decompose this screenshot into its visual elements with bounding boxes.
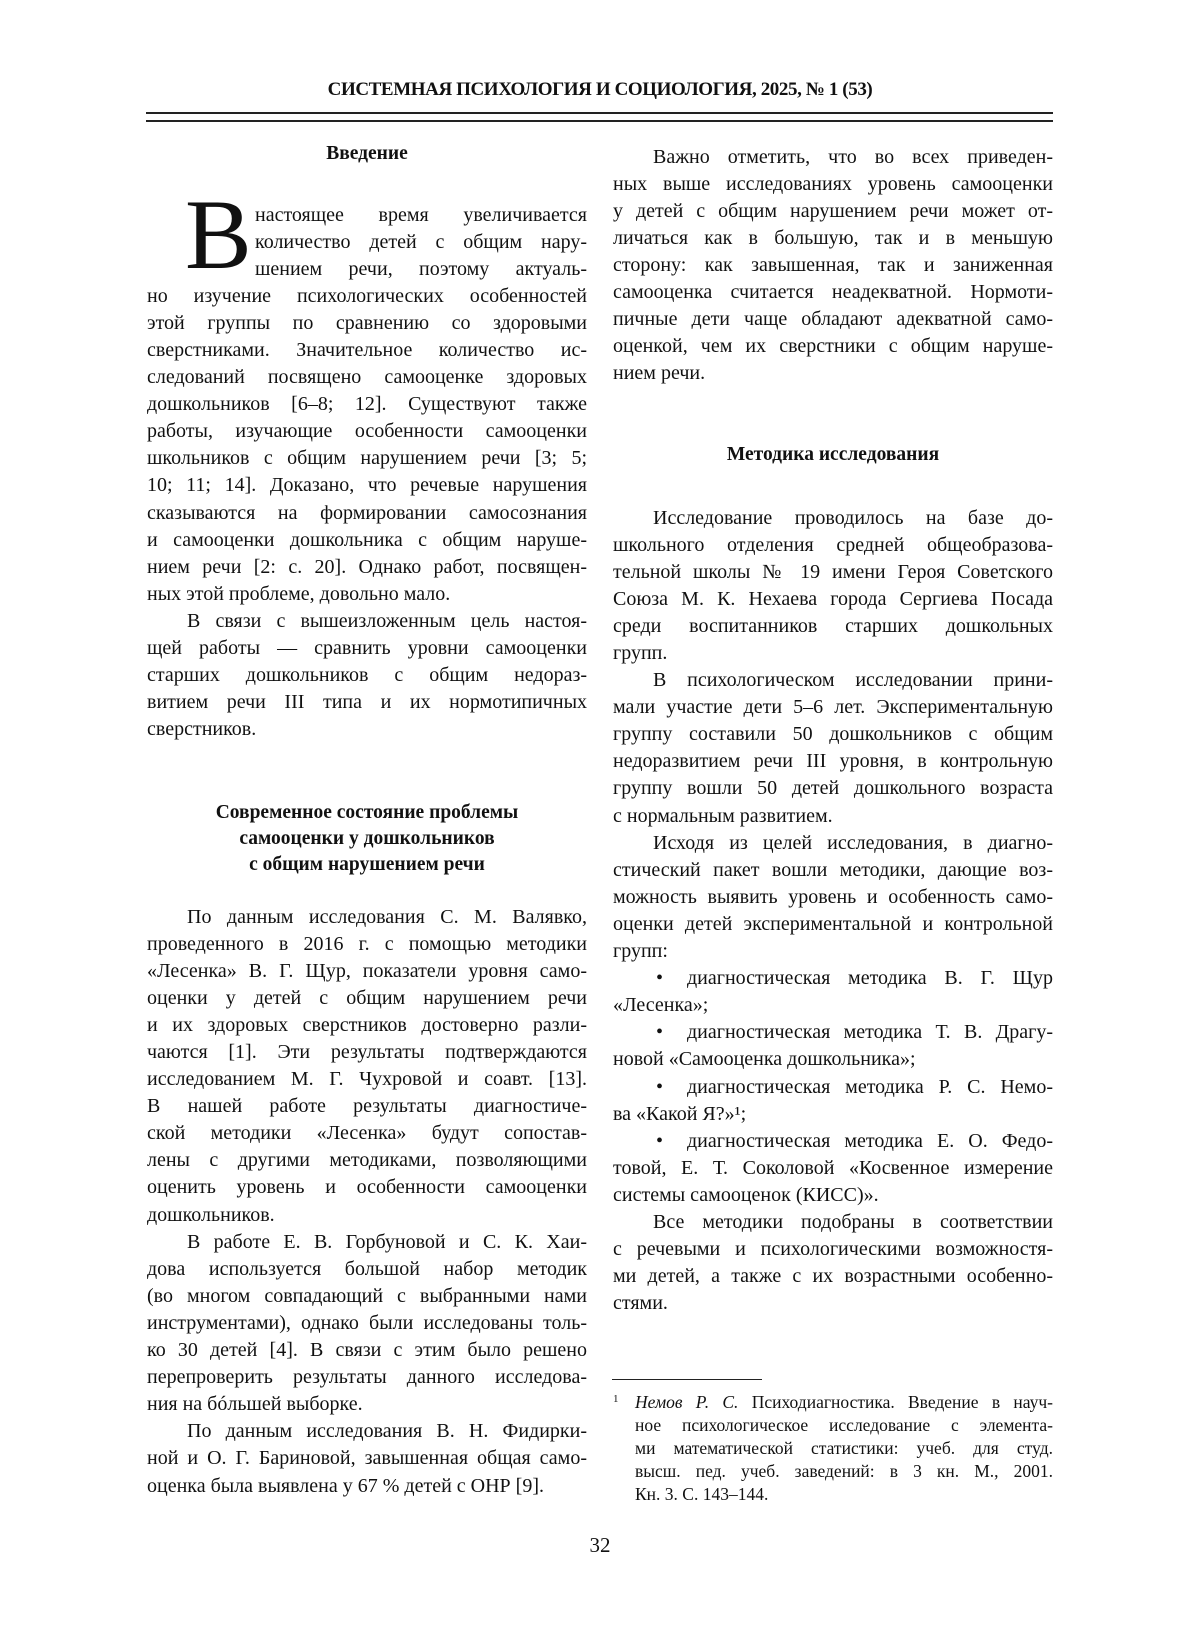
text-line: дова используется большой набор методик	[147, 1256, 587, 1283]
text-line: «Лесенка» В. Г. Щур, показатели уровня само-	[147, 958, 587, 985]
text-line: инструментами), однако были исследованы толь-	[147, 1310, 587, 1337]
heading-line: Введение	[147, 141, 587, 167]
bullet-icon: •	[656, 1074, 663, 1101]
paragraph	[147, 1229, 587, 1419]
bullet-item	[613, 965, 1053, 1019]
text-line: школьников с общим нарушением речи [3; 5;	[147, 445, 587, 472]
text-line: ской методики «Лесенка» будут сопостав-	[147, 1120, 587, 1147]
footnote-separator	[612, 1379, 762, 1380]
text-line: групп:	[613, 938, 1053, 965]
text-line: 10; 11; 14]. Доказано, что речевые нарушения	[147, 472, 587, 499]
bullet-icon: •	[656, 1128, 663, 1155]
paragraph	[613, 1209, 1053, 1317]
text-line: диагностическая методика Е. О. Федо-	[613, 1128, 1053, 1155]
text-line: оценкой, чем их сверстники с общим наруше-	[613, 333, 1053, 360]
text-line: В работе Е. В. Горбуновой и С. К. Хаи-	[147, 1229, 587, 1256]
text-line: По данным исследования В. Н. Фидирки-	[147, 1418, 587, 1445]
footnote	[613, 1391, 1053, 1506]
text-line: товой, Е. Т. Соколовой «Косвенное измерение	[613, 1155, 1053, 1182]
text-line: ных этой проблеме, довольно мало.	[147, 581, 587, 608]
text-line: оценка была выявлена у 67 % детей с ОНР [9].	[147, 1473, 587, 1500]
text-line: В нашей работе результаты диагностиче-	[147, 1093, 587, 1120]
text-line: этой группы по сравнению со здоровыми	[147, 310, 587, 337]
text-line: системы самооценок (КИСС)».	[613, 1182, 1053, 1209]
text-line: старших дошкольников с общим недораз-	[147, 662, 587, 689]
text-line: ной и О. Г. Бариновой, завышенная общая само-	[147, 1445, 587, 1472]
text-line: нием речи [2: с. 20]. Однако работ, посвящен-	[147, 554, 587, 581]
text-line: но изучение психологических особенностей	[147, 283, 587, 310]
section-heading	[613, 442, 1053, 468]
text-line: сверстников.	[147, 716, 587, 743]
text-line: ва «Какой Я?»¹;	[613, 1101, 1053, 1128]
text-line: дошкольников.	[147, 1202, 587, 1229]
text-line: Исходя из целей исследования, в диагно-	[613, 830, 1053, 857]
paragraph	[613, 144, 1053, 388]
text-line: чаются [1]. Эти результаты подтверждаются	[147, 1039, 587, 1066]
page-number: 32	[0, 1531, 1200, 1559]
paragraph	[613, 667, 1053, 830]
text-line: Союза М. К. Нехаева города Сергиева Посада	[613, 586, 1053, 613]
text-line: тельной школы № 19 имени Героя Советского	[613, 559, 1053, 586]
text-line: По данным исследования С. М. Валявко,	[147, 904, 587, 931]
text-line: оценить уровень и особенности самооценки	[147, 1174, 587, 1201]
text-line: проведенного в 2016 г. с помощью методики	[147, 931, 587, 958]
paragraph	[613, 830, 1053, 965]
text-line: самооценка считается неадекватной. Нормоти-	[613, 279, 1053, 306]
text-line: группу вошли 50 детей дошкольного возраста	[613, 775, 1053, 802]
text-line: стический пакет вошли методики, дающие воз-	[613, 857, 1053, 884]
text-line: у детей с общим нарушением речи может от-	[613, 198, 1053, 225]
text-line: группу составили 50 дошкольников с общим	[613, 721, 1053, 748]
text-line: пичные дети чаще обладают адекватной само-	[613, 306, 1053, 333]
paragraph	[147, 904, 587, 1229]
text-line: настоящее время увеличивается	[147, 202, 587, 229]
bullet-icon: •	[656, 1019, 663, 1046]
text-line: сказываются на формировании самосознания	[147, 500, 587, 527]
footnote-line: ное психологическое исследование с элемента-	[613, 1414, 1053, 1437]
heading-line: с общим нарушением речи	[147, 852, 587, 878]
paragraph	[613, 505, 1053, 668]
footnote-line: высш. пед. учеб. заведений: в 3 кн. М., 2001.	[613, 1460, 1053, 1483]
text-line: Исследование проводилось на базе до-	[613, 505, 1053, 532]
text-line: нием речи.	[613, 360, 1053, 387]
text-line: сторону: как завышенная, так и заниженная	[613, 252, 1053, 279]
paragraph	[147, 202, 587, 608]
text-line: диагностическая методика В. Г. Щур	[613, 965, 1053, 992]
text-line: «Лесенка»;	[613, 992, 1053, 1019]
text-line: исследованием М. Г. Чухровой и соавт. [13].	[147, 1066, 587, 1093]
paragraph	[147, 1418, 587, 1499]
bullet-icon: •	[656, 965, 663, 992]
text-line: ных выше исследованиях уровень самооценки	[613, 171, 1053, 198]
text-line: работы, изучающие особенности самооценки	[147, 418, 587, 445]
text-line: следований посвящено самооценке здоровых	[147, 364, 587, 391]
text-line: щей работы — сравнить уровни самооценки	[147, 635, 587, 662]
text-line: перепроверить результаты данного исследова-	[147, 1364, 587, 1391]
text-line: групп.	[613, 640, 1053, 667]
text-line: можность выявить уровень и особенность само-	[613, 884, 1053, 911]
footnote-line	[613, 1391, 1053, 1414]
text-line: ко 30 детей [4]. В связи с этим было решено	[147, 1337, 587, 1364]
text-line: мали участие дети 5–6 лет. Экспериментальную	[613, 694, 1053, 721]
heading-line: самооценки у дошкольников	[147, 826, 587, 852]
text-line: с нормальным развитием.	[613, 803, 1053, 830]
text-line: и их здоровых сверстников достоверно разли-	[147, 1012, 587, 1039]
text-line: (во многом совпадающий с выбранными нами	[147, 1283, 587, 1310]
section-heading	[147, 141, 587, 167]
text-line: оценки детей экспериментальной и контрольной	[613, 911, 1053, 938]
text-line: личаться как в большую, так и в меньшую	[613, 225, 1053, 252]
heading-line: Методика исследования	[613, 442, 1053, 468]
text-line: оценки у детей с общим нарушением речи	[147, 985, 587, 1012]
text-line: диагностическая методика Т. В. Драгу-	[613, 1019, 1053, 1046]
footnote-line: Кн. 3. С. 143–144.	[613, 1483, 1053, 1506]
footnote-author: Немов Р. С.	[635, 1392, 738, 1412]
text-line: и самооценки дошкольника с общим наруше-	[147, 527, 587, 554]
footnote-line: ми математической статистики: учеб. для студ.	[613, 1437, 1053, 1460]
drop-cap: В	[185, 185, 252, 285]
text-line: В психологическом исследовании прини-	[613, 667, 1053, 694]
heading-line: Современное состояние проблемы	[147, 800, 587, 826]
text-line: Все методики подобраны в соответствии	[613, 1209, 1053, 1236]
text-line: ми детей, а также с их возрастными особенно-	[613, 1263, 1053, 1290]
text-line: лены с другими методиками, позволяющими	[147, 1147, 587, 1174]
text-line: Важно отметить, что во всех приведен-	[613, 144, 1053, 171]
text-line: среди воспитанников старших дошкольных	[613, 613, 1053, 640]
bullet-item	[613, 1019, 1053, 1073]
text-line: ния на бóльшей выборке.	[147, 1391, 587, 1418]
left-column	[147, 0, 587, 1651]
text-line: диагностическая методика Р. С. Немо-	[613, 1074, 1053, 1101]
footnote-text: Психодиагностика. Введение в науч-	[738, 1392, 1053, 1412]
bullet-item	[613, 1074, 1053, 1128]
text-line: новой «Самооценка дошкольника»;	[613, 1046, 1053, 1073]
bullet-item	[613, 1128, 1053, 1209]
text-line: витием речи III типа и их нормотипичных	[147, 689, 587, 716]
text-line: с речевыми и психологическими возможностя-	[613, 1236, 1053, 1263]
text-line: дошкольников [6–8; 12]. Существуют также	[147, 391, 587, 418]
text-line: недоразвитием речи III уровня, в контрольную	[613, 748, 1053, 775]
text-line: В связи с вышеизложенным цель настоя-	[147, 608, 587, 635]
text-line: сверстниками. Значительное количество ис-	[147, 337, 587, 364]
text-line: стями.	[613, 1290, 1053, 1317]
text-line: шением речи, поэтому актуаль-	[147, 256, 587, 283]
paragraph	[147, 608, 587, 743]
journal-running-header: СИСТЕМНАЯ ПСИХОЛОГИЯ И СОЦИОЛОГИЯ, 2025, № 1 (53)	[0, 76, 1200, 104]
section-heading	[147, 800, 587, 878]
footnote-marker: 1	[613, 1388, 619, 1411]
text-line: школьного отделения средней общеобразова-	[613, 532, 1053, 559]
text-line: количество детей с общим нару-	[147, 229, 587, 256]
